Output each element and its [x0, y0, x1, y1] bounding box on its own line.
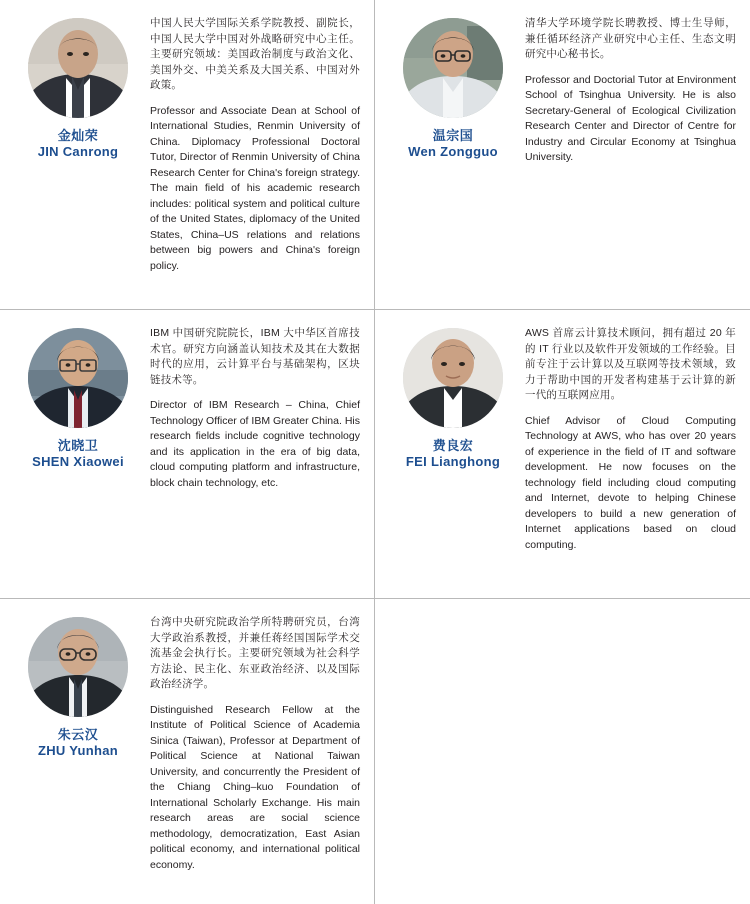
speaker-card [0, 0, 375, 310]
speaker-name-cn: 朱云汉 [57, 727, 99, 742]
speaker-bio-cn: IBM 中国研究院院长，IBM 大中华区首席技术官。研究方向涵盖认知技术及其在大数据时代的应用，云计算平台与基础架构，区块链技术等。 [150, 327, 360, 386]
speaker-card [375, 0, 750, 310]
speaker-card [375, 310, 750, 599]
speaker-bio-cn: 中国人民大学国际关系学院教授、副院长，中国人民大学中国对外战略研究中心主任。主要研究领域：美国政治制度与政治文化、美国外交、中美关系及大国关系、中国对外政策。 [150, 17, 360, 91]
speaker-photo [403, 18, 503, 118]
speaker-photo [28, 328, 128, 428]
speaker-name-en: ZHU Yunhan [37, 743, 119, 758]
speaker-bio [517, 14, 736, 166]
speaker-photo [28, 617, 128, 717]
speaker-bio [142, 324, 360, 491]
speaker-name-en: JIN Canrong [37, 144, 119, 159]
speaker-bio-en: Chief Advisor of Cloud Computing Technology at AWS, who has over 20 years of experience in the field of IT and software development. He now focuses on the technology field including cloud computing and Internet, devote to helping Chinese developers to build a new generation of Internet applications based on cloud computing. [525, 414, 736, 551]
speaker-name-en: Wen Zongguo [408, 144, 498, 159]
speaker-bio-en: Distinguished Research Fellow at the Institute of Political Science of Academia Sinica (Taiwan), Professor at Department of Political Science at National Taiwan University, and concurrently the President of the Chiang Ching–kuo Foundation of International Scholarly Exchange. His main research areas are social science methodology, democratization, East Asian political economy, and international political economy. [150, 703, 360, 871]
speaker-photo [28, 18, 128, 118]
speaker-bio-en: Director of IBM Research – China, Chief Technology Officer of IBM Greater China. His research fields include cognitive technology and its application in the era of big data, cloud computing platform and infrastructure, block chain technology, etc. [150, 399, 360, 489]
speaker-name-cn: 温宗国 [432, 128, 474, 143]
speaker-card [0, 599, 375, 904]
speaker-identity [389, 324, 517, 470]
speaker-bio-cn: 清华大学环境学院长聘教授、博士生导师，兼任循环经济产业研究中心主任、生态文明研究中心秘书长。 [525, 17, 736, 60]
speaker-bio-en: Professor and Associate Dean at School of International Studies, Renmin University of China. Diplomacy Professional Doctoral Tutor, Director of Renmin University of China Research Center for China's foreign strategy. The main field of his academic research includes: political system and political culture of the United States, diplomacy of the United States, China–US relations and relations between big powers and China's foreign policy. [150, 104, 360, 272]
speaker-identity [14, 14, 142, 160]
speaker-bio [142, 14, 360, 274]
speaker-bio-cn: AWS 首席云计算技术顾问，拥有超过 20 年的 IT 行业以及软件开发领域的工作经验。目前专注于云计算以及互联网等技术领域，致力于帮助中国的开发者构建基于云计算的新一代的互联网应用。 [525, 327, 736, 401]
speaker-identity [389, 14, 517, 160]
speaker-bio [517, 324, 736, 553]
speaker-photo [403, 328, 503, 428]
speaker-identity [14, 613, 142, 759]
speaker-name-cn: 沈晓卫 [57, 438, 99, 453]
speaker-name-cn: 费良宏 [432, 438, 474, 453]
speaker-card [0, 310, 375, 599]
speaker-identity [14, 324, 142, 470]
speaker-bio-en: Professor and Doctorial Tutor at Environment School of Tsinghua University. He is also Secretary-General of Ecological Civilization Research Center and Director of Centre for Industry and Circular Economy at Tsinghua University. [525, 73, 736, 163]
speaker-bio-cn: 台湾中央研究院政治学所特聘研究员，台湾大学政治系教授，并兼任蒋经国国际学术交流基金会执行长。主要研究领域为社会科学方法论、民主化、东亚政治经济、以及国际政治经济学。 [150, 616, 360, 690]
speaker-bio [142, 613, 360, 873]
speaker-name-cn: 金灿荣 [57, 128, 99, 143]
speaker-name-en: SHEN Xiaowei [32, 454, 124, 469]
empty-cell [375, 599, 750, 904]
speaker-name-en: FEI Lianghong [405, 454, 501, 469]
